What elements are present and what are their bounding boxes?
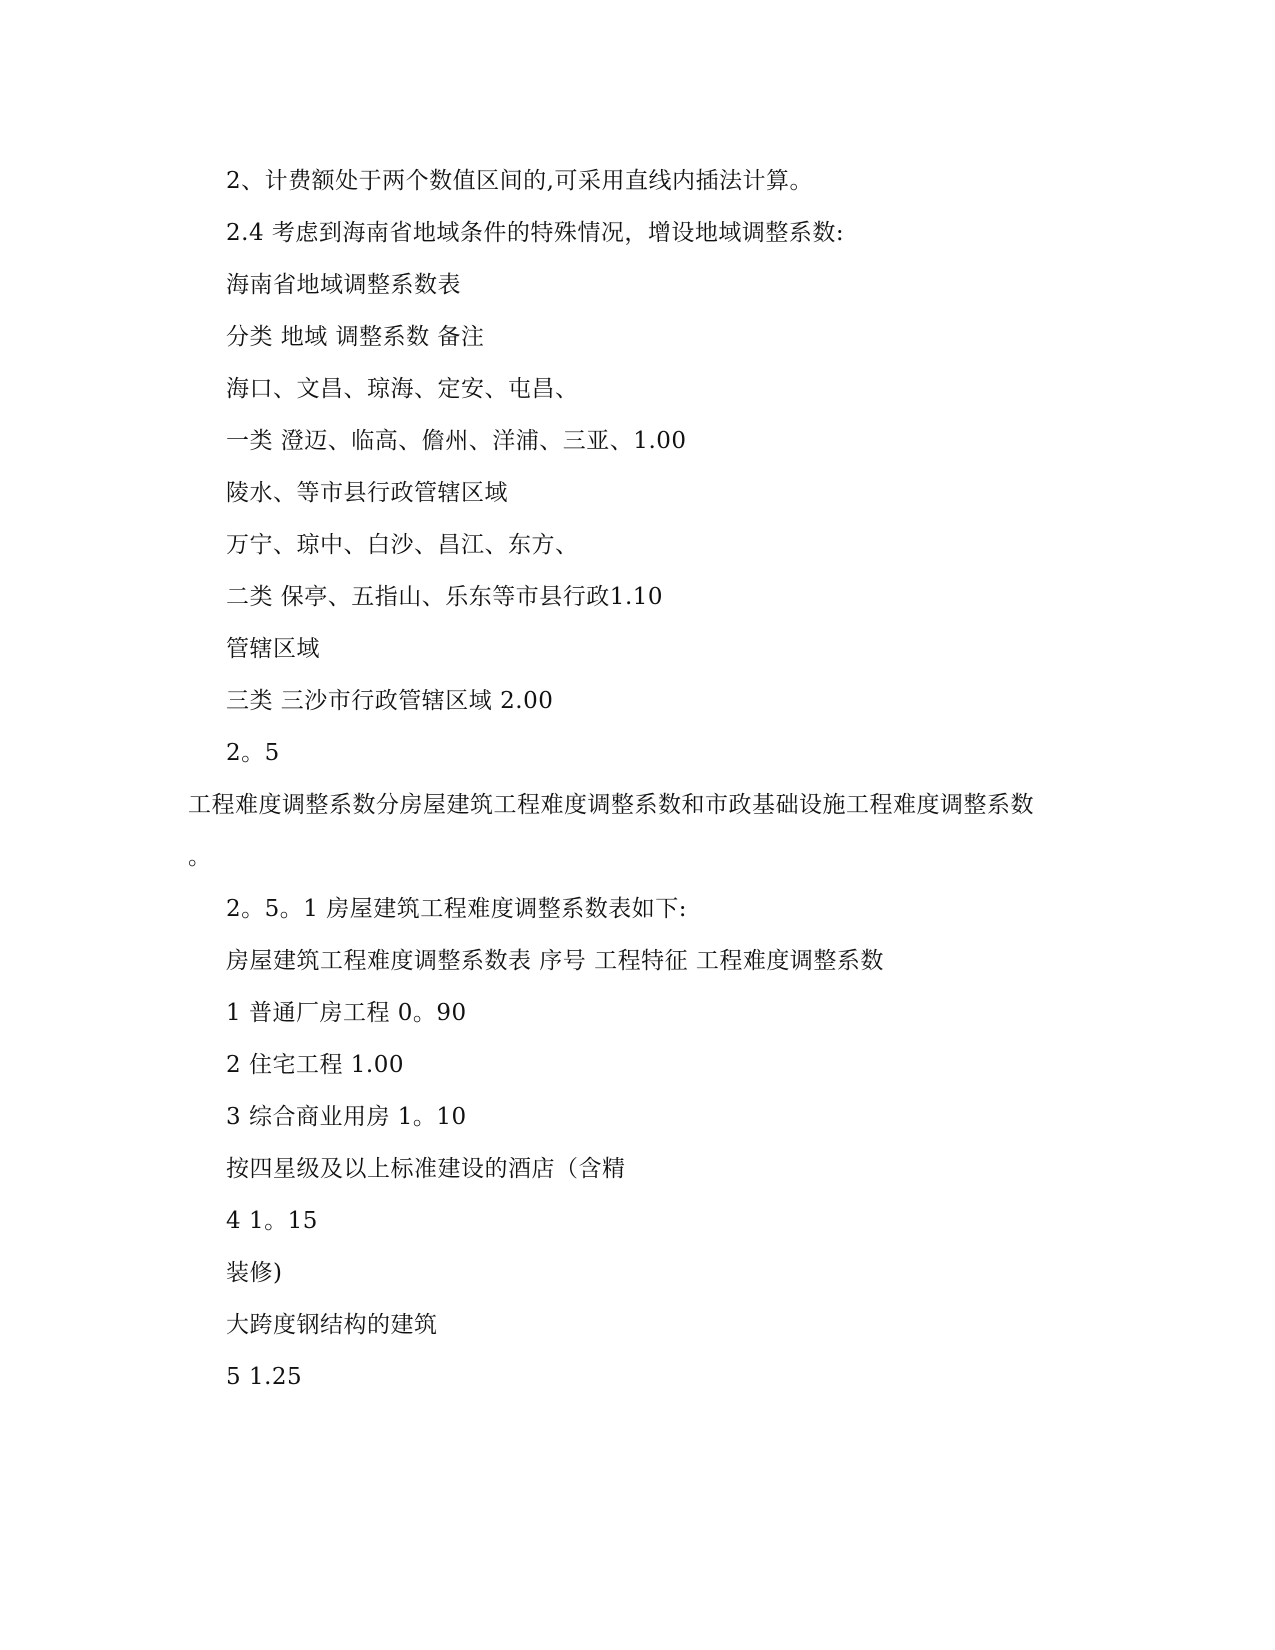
table-line: 海口、文昌、琼海、定安、屯昌、 — [226, 376, 579, 402]
table-line: 一类 澄迈、临高、儋州、洋浦、三亚、1.00 — [226, 428, 687, 454]
text-line: 工程难度调整系数分房屋建筑工程难度调整系数和市政基础设施工程难度调整系数 — [188, 792, 1034, 818]
table-line: 三类 三沙市行政管辖区域 2.00 — [226, 688, 554, 714]
text-line: 2。5。1 房屋建筑工程难度调整系数表如下: — [226, 896, 687, 922]
table-line: 2 住宅工程 1.00 — [226, 1052, 404, 1078]
table-line: 万宁、琼中、白沙、昌江、东方、 — [226, 532, 579, 558]
table-title: 海南省地域调整系数表 — [226, 272, 461, 298]
section-number: 2。5 — [226, 740, 280, 766]
table-line: 陵水、等市县行政管辖区域 — [226, 480, 508, 506]
table-line: 3 综合商业用房 1。10 — [226, 1104, 467, 1130]
table-line: 管辖区域 — [226, 636, 320, 662]
text-line: 2.4 考虑到海南省地域条件的特殊情况，增设地域调整系数: — [226, 220, 845, 246]
text-line: 2、计费额处于两个数值区间的,可采用直线内插法计算。 — [226, 168, 813, 194]
table-line: 1 普通厂房工程 0。90 — [226, 1000, 467, 1026]
table-line: 5 1.25 — [226, 1364, 303, 1390]
table-line: 二类 保亭、五指山、乐东等市县行政1.10 — [226, 584, 664, 610]
text-line: 。 — [188, 844, 212, 870]
table-header: 分类 地域 调整系数 备注 — [226, 324, 485, 350]
table-title: 房屋建筑工程难度调整系数表 序号 工程特征 工程难度调整系数 — [226, 948, 884, 974]
table-line: 4 1。15 — [226, 1208, 318, 1234]
table-line: 装修) — [226, 1260, 283, 1286]
table-line: 大跨度钢结构的建筑 — [226, 1312, 438, 1338]
table-line: 按四星级及以上标准建设的酒店（含精 — [226, 1156, 626, 1182]
